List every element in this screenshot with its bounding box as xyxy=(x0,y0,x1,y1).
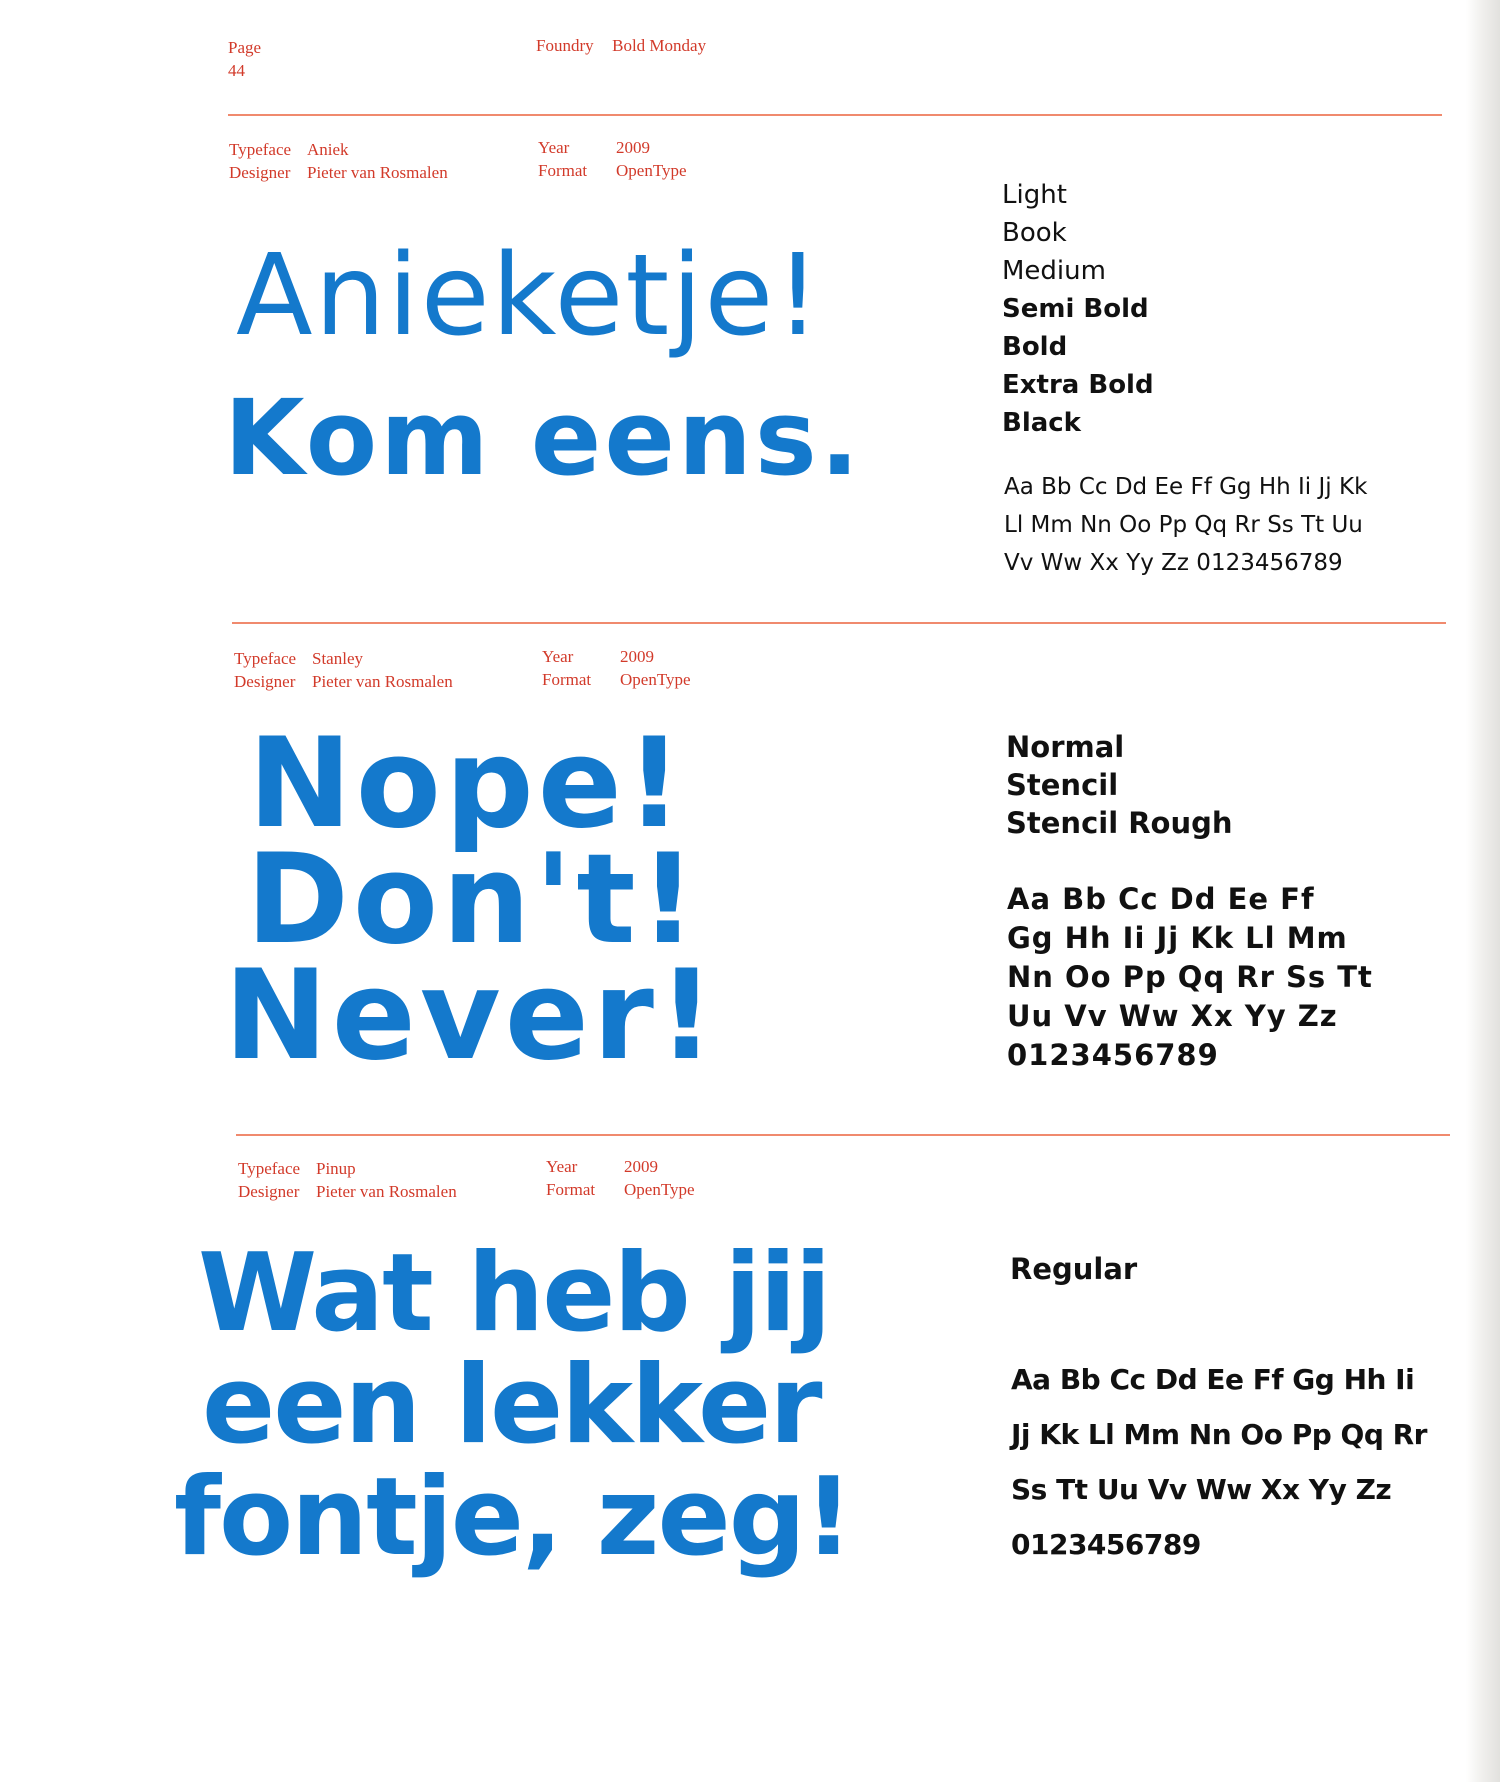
typeface-name: Stanley xyxy=(312,649,363,668)
section-divider xyxy=(236,1134,1450,1136)
alphabet-line: Uu Vv Ww Xx Yy Zz xyxy=(1007,999,1338,1033)
year-label: Year xyxy=(538,138,570,157)
alphabet-line: Gg Hh Ii Jj Kk Ll Mm xyxy=(1007,921,1348,955)
stanley-meta-left xyxy=(234,647,453,693)
alphabet-line: 0123456789 xyxy=(1011,1528,1201,1561)
aniek-meta-left xyxy=(229,138,448,184)
pinup-alphabet xyxy=(1011,1352,1427,1572)
designer-name: Pieter van Rosmalen xyxy=(312,672,453,691)
alphabet-line: Ss Tt Uu Vv Ww Xx Yy Zz xyxy=(1011,1473,1392,1506)
weight-regular: Regular xyxy=(1010,1252,1138,1286)
weight-normal: Normal xyxy=(1006,730,1125,764)
typeface-label: Typeface xyxy=(229,140,292,159)
format-value: OpenType xyxy=(624,1180,695,1199)
designer-label: Designer xyxy=(238,1182,300,1201)
format-value: OpenType xyxy=(616,161,687,180)
stanley-alphabet xyxy=(1007,880,1373,1075)
alphabet-line: Jj Kk Ll Mm Nn Oo Pp Qq Rr xyxy=(1011,1418,1427,1451)
aniek-meta-right xyxy=(538,136,687,182)
stanley-meta-right xyxy=(542,645,691,691)
weight-book: Book xyxy=(1002,218,1067,248)
designer-name: Pieter van Rosmalen xyxy=(307,163,448,182)
stanley-weights-list xyxy=(1006,728,1233,842)
aniek-weights-list xyxy=(1002,176,1154,442)
designer-label: Designer xyxy=(229,163,291,182)
pinup-sample-line-1: Wat heb jij xyxy=(198,1231,830,1356)
weight-stencil-rough: Stencil Rough xyxy=(1006,806,1233,840)
weight-medium: Medium xyxy=(1002,256,1106,286)
foundry-value: Bold Monday xyxy=(612,36,707,55)
year-label: Year xyxy=(546,1157,578,1176)
weight-semi-bold: Semi Bold xyxy=(1002,294,1149,324)
foundry-block xyxy=(536,34,706,57)
aniek-sample-line-2: Kom eens. xyxy=(224,377,863,499)
weight-bold: Bold xyxy=(1002,332,1068,362)
format-label: Format xyxy=(546,1180,596,1199)
alphabet-line: Aa Bb Cc Dd Ee Ff Gg Hh Ii xyxy=(1011,1363,1415,1396)
pinup-meta-left xyxy=(238,1157,457,1203)
aniek-alphabet xyxy=(1004,468,1367,582)
alphabet-line: Aa Bb Cc Dd Ee Ff Gg Hh Ii Jj Kk xyxy=(1004,474,1368,500)
format-label: Format xyxy=(542,670,592,689)
typeface-name: Aniek xyxy=(307,140,349,159)
alphabet-line: Nn Oo Pp Qq Rr Ss Tt xyxy=(1007,960,1373,994)
typeface-label: Typeface xyxy=(238,1159,301,1178)
typeface-name: Pinup xyxy=(316,1159,356,1178)
weight-stencil: Stencil xyxy=(1006,768,1119,802)
designer-label: Designer xyxy=(234,672,296,691)
pinup-sample-line-2: een lekker xyxy=(202,1343,821,1468)
format-value: OpenType xyxy=(620,670,691,689)
aniek-sample-line-1: Anieketje! xyxy=(236,231,823,361)
weight-extra-bold: Extra Bold xyxy=(1002,370,1154,400)
format-label: Format xyxy=(538,161,588,180)
alphabet-line: 0123456789 xyxy=(1007,1038,1219,1072)
year-value: 2009 xyxy=(624,1157,658,1176)
alphabet-line: Aa Bb Cc Dd Ee Ff xyxy=(1007,882,1315,916)
stanley-sample-line-3: Never! xyxy=(224,944,719,1088)
year-value: 2009 xyxy=(616,138,650,157)
stanley-sample-line-1: Nope! xyxy=(248,712,687,856)
weight-light: Light xyxy=(1002,180,1067,210)
pinup-weights-list xyxy=(1010,1250,1137,1288)
weight-black: Black xyxy=(1002,408,1081,438)
section-divider xyxy=(232,622,1446,624)
alphabet-line: Ll Mm Nn Oo Pp Qq Rr Ss Tt Uu xyxy=(1004,512,1363,538)
page-edge-shadow xyxy=(1466,0,1500,1782)
alphabet-line: Vv Ww Xx Yy Zz 0123456789 xyxy=(1004,550,1343,576)
designer-name: Pieter van Rosmalen xyxy=(316,1182,457,1201)
stanley-sample-line-2: Don't! xyxy=(246,828,701,972)
typeface-label: Typeface xyxy=(234,649,297,668)
pinup-meta-right xyxy=(546,1155,695,1201)
page-number: 44 xyxy=(228,61,245,80)
year-label: Year xyxy=(542,647,574,666)
page-label: Page xyxy=(228,38,262,57)
foundry-label: Foundry xyxy=(536,36,594,55)
page-label-block xyxy=(228,36,261,82)
year-value: 2009 xyxy=(620,647,654,666)
pinup-sample-line-3: fontje, zeg! xyxy=(174,1455,852,1580)
section-divider xyxy=(228,114,1442,116)
